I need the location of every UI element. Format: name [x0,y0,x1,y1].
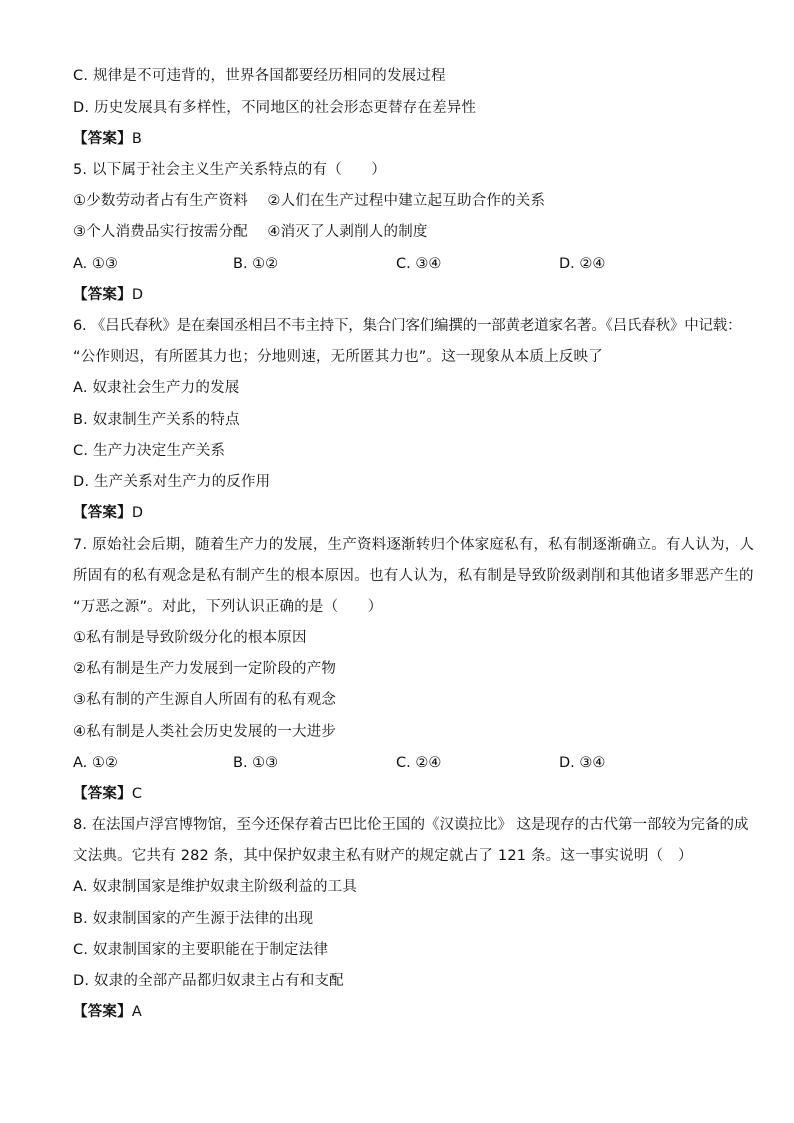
q6-option-b: B. 奴隶制生产关系的特点 [73,412,240,428]
q5-options [73,254,733,274]
q8-option-d: D. 奴隶的全部产品都归奴隶主占有和支配 [73,973,344,989]
q4-option-c: C. 规律是不可违背的，世界各国都要经历相同的发展过程 [73,68,446,84]
answer-value: A [131,1004,142,1020]
q7-statement-3: ③私有制的产生源自人所固有的私有观念 [73,692,337,708]
q6-option-d: D. 生产关系对生产力的反作用 [73,474,271,490]
q7-stem-line-2: 所固有的私有观念是私有制产生的根本原因。也有人认为，私有制是导致阶级剥削和其他诸多罪恶产生的 [73,568,754,584]
answer-tag: 【答案】 [73,131,132,147]
q8-option-c: C. 奴隶制国家的主要职能在于制定法律 [73,942,329,958]
q7-option-b: B. ①③ [233,755,279,771]
q5-statements-2: ③个人消费品实行按需分配 ④消灭了人剥削人的制度 [73,224,428,240]
q7-stem-line-1: 7. 原始社会后期，随着生产力的发展，生产资料逐渐转归个体家庭私有，私有制逐渐确立。有人认为，人 [73,537,755,553]
q4-answer [73,129,142,149]
q6-stem-line-2: “公作则迟，有所匿其力也；分地则速，无所匿其力也”。这一现象从本质上反映了 [73,349,603,365]
q8-answer [73,1002,142,1022]
q8-option-b: B. 奴隶制国家的产生源于法律的出现 [73,911,314,927]
q6-stem-line-1: 6. 《吕氏春秋》是在秦国丞相吕不韦主持下，集合门客们编撰的一部黄老道家名著。《吕氏春秋》中记载： [73,318,742,334]
q4-option-d: D. 历史发展具有多样性，不同地区的社会形态更替存在差异性 [73,100,477,116]
q7-option-d: D. ③④ [559,755,606,771]
q7-option-a: A. ①② [73,755,118,771]
answer-tag: 【答案】 [73,1004,132,1020]
answer-tag: 【答案】 [73,505,132,521]
answer-value: B [131,131,142,147]
q5-stem: 5. 以下属于社会主义生产关系特点的有（ ） [73,162,387,178]
answer-value: D [131,505,144,521]
q7-statement-1: ①私有制是导致阶级分化的根本原因 [73,630,307,646]
q7-option-c: C. ②④ [396,755,442,771]
q5-option-a: A. ①③ [73,256,118,272]
q5-option-b: B. ①② [233,256,279,272]
q5-answer [73,285,143,305]
answer-value: D [131,287,144,303]
q8-stem-line-2: 文法典。它共有 282 条，其中保护奴隶主私有财产的规定就占了 121 条。这一事实说明（ ） [73,848,693,864]
q7-options [73,753,733,773]
answer-tag: 【答案】 [73,786,132,802]
q6-answer [73,503,143,523]
q8-option-a: A. 奴隶制国家是维护奴隶主阶级利益的工具 [73,879,358,895]
q7-stem-line-3: “万恶之源”。对此，下列认识正确的是（ ） [73,599,383,615]
q5-statements-1: ①少数劳动者占有生产资料 ②人们在生产过程中建立起互助合作的关系 [73,193,546,209]
q5-option-c: C. ③④ [396,256,442,272]
answer-tag: 【答案】 [73,287,132,303]
q7-answer [73,784,142,804]
q6-option-a: A. 奴隶社会生产力的发展 [73,380,240,396]
q7-statement-4: ④私有制是人类社会历史发展的一大进步 [73,724,337,740]
q6-option-c: C. 生产力决定生产关系 [73,443,226,459]
q8-stem-line-1: 8. 在法国卢浮宫博物馆，至今还保存着古巴比伦王国的《汉谟拉比》 这是现存的古代第一部较为完备的成 [73,817,749,833]
answer-value: C [131,786,143,802]
q7-statement-2: ②私有制是生产力发展到一定阶段的产物 [73,661,337,677]
q5-option-d: D. ②④ [559,256,606,272]
